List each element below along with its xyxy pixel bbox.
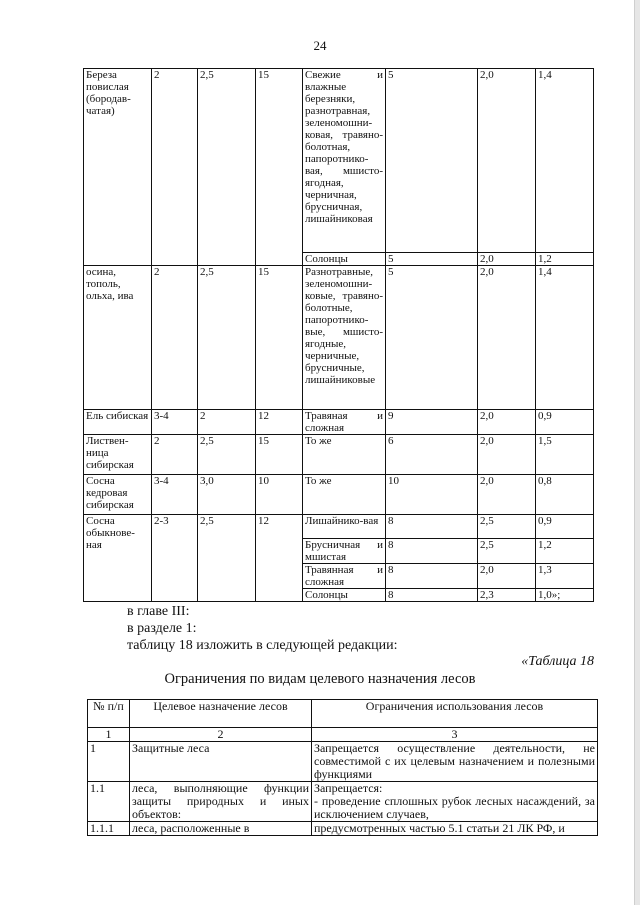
column-number: 3 — [312, 728, 598, 742]
table-cell: 1,4 — [536, 266, 594, 410]
table-cell: 2-3 — [152, 515, 198, 602]
table-cell: 8 — [386, 564, 478, 589]
table-cell: 2,3 — [478, 589, 536, 602]
table-cell: 2,0 — [478, 435, 536, 475]
species-cell: Сосна обыкнове-ная — [84, 515, 152, 602]
table-cell: 8 — [386, 589, 478, 602]
forest-type-cell: Травяная и сложная — [303, 410, 386, 435]
forest-type-cell: Лишайнико-вая — [303, 515, 386, 539]
column-number: 2 — [130, 728, 312, 742]
page-number: 24 — [313, 38, 327, 53]
forest-type-cell: То же — [303, 475, 386, 515]
table-row — [84, 69, 594, 253]
table-cell: 9 — [386, 410, 478, 435]
table-cell: 0,9 — [536, 410, 594, 435]
species-cell: осина, тополь, ольха, ива — [84, 266, 152, 410]
table-row — [84, 515, 594, 539]
page-edge — [634, 0, 640, 905]
row-number: 1.1.1 — [88, 822, 130, 836]
table-cell: 15 — [256, 69, 303, 266]
purpose-cell: Защитные леса — [130, 742, 312, 782]
forest-type-cell: Солонцы — [303, 589, 386, 602]
table-cell: 2 — [152, 69, 198, 266]
purpose-cell: леса, выполняющие функции защиты природных и иных объектов: — [130, 782, 312, 822]
table-cell: 2,0 — [478, 410, 536, 435]
restrictions-table — [87, 699, 598, 836]
table-cell: 2,0 — [478, 253, 536, 266]
table-cell: 2,0 — [478, 266, 536, 410]
table-cell: 3,0 — [198, 475, 256, 515]
header-cell: Целевое назначение лесов — [130, 700, 312, 728]
table-cell: 2,5 — [198, 69, 256, 266]
table-cell: 2,0 — [478, 564, 536, 589]
table-row — [84, 266, 594, 410]
table-cell: 6 — [386, 435, 478, 475]
header-row — [88, 700, 598, 728]
table-cell: 10 — [256, 475, 303, 515]
table-cell: 1,2 — [536, 253, 594, 266]
table-cell: 15 — [256, 266, 303, 410]
row-number: 1 — [88, 742, 130, 782]
numbering-row — [88, 728, 598, 742]
species-cell: Листвен-ница сибирская — [84, 435, 152, 475]
column-number: 1 — [88, 728, 130, 742]
forest-type-cell: То же — [303, 435, 386, 475]
table-row — [84, 410, 594, 435]
table-cell: 15 — [256, 435, 303, 475]
table-cell: 1,0»; — [536, 589, 594, 602]
table-cell: 10 — [386, 475, 478, 515]
table-reference: «Таблица 18 — [521, 654, 594, 669]
table-cell: 2 — [152, 435, 198, 475]
species-cell: Ель сибиская — [84, 410, 152, 435]
table-cell: 2 — [152, 266, 198, 410]
table-cell: 8 — [386, 539, 478, 564]
table-cell: 2,5 — [478, 515, 536, 539]
table-row — [84, 435, 594, 475]
table-cell: 2,5 — [198, 266, 256, 410]
table-row — [88, 822, 598, 836]
header-cell: № п/п — [88, 700, 130, 728]
purpose-cell: леса, расположенные в — [130, 822, 312, 836]
forest-type-cell: Разнотравные, зеленомошни-ковые, травяно-болотные, папоротнико-вые, мшисто-ягодные, черничные, брусничные, лишайниковые — [303, 266, 386, 410]
table-cell: 0,9 — [536, 515, 594, 539]
table-cell: 2,5 — [198, 435, 256, 475]
table-cell: 1,4 — [536, 69, 594, 253]
forest-type-cell: Свежие и влажные березняки, разнотравная, зеленомошни-ковая, травяно-болотная, папоротнико-вая, мшисто-ягодная, черничная, брусничная, лишайниковая — [303, 69, 386, 253]
table-cell: 3-4 — [152, 475, 198, 515]
forest-type-cell: Травянная и сложная — [303, 564, 386, 589]
table-cell: 1,3 — [536, 564, 594, 589]
table-cell: 3-4 — [152, 410, 198, 435]
table-cell: 2,5 — [478, 539, 536, 564]
table-cell: 1,5 — [536, 435, 594, 475]
limits-cell: Запрещается: - проведение сплошных рубок лесных насаждений, за исключением случаев, — [312, 782, 598, 822]
forest-norms-table — [83, 68, 594, 602]
table-row — [84, 475, 594, 515]
amendment-line-table: таблицу 18 изложить в следующей редакции: — [127, 638, 398, 653]
table-cell: 1,2 — [536, 539, 594, 564]
forest-type-cell: Солонцы — [303, 253, 386, 266]
table-cell: 12 — [256, 410, 303, 435]
table-cell: 2,5 — [198, 515, 256, 602]
species-cell: Береза повислая (бородав-чатая) — [84, 69, 152, 266]
table-cell: 12 — [256, 515, 303, 602]
header-cell: Ограничения использования лесов — [312, 700, 598, 728]
table-cell: 8 — [386, 515, 478, 539]
limits-cell: Запрещается осуществление деятельности, не совместимой с их целевым назначением и полезными функциями — [312, 742, 598, 782]
table-title: Ограничения по видам целевого назначения лесов — [164, 671, 476, 687]
amendment-line-section: в разделе 1: — [127, 621, 197, 636]
amendment-line-chapter: в главе III: — [127, 604, 190, 619]
table-cell: 5 — [386, 69, 478, 253]
table-row — [88, 782, 598, 822]
table-cell: 5 — [386, 253, 478, 266]
table-cell: 5 — [386, 266, 478, 410]
table-cell: 2,0 — [478, 475, 536, 515]
species-cell: Сосна кедровая сибирская — [84, 475, 152, 515]
row-number: 1.1 — [88, 782, 130, 822]
limits-cell: предусмотренных частью 5.1 статьи 21 ЛК РФ, и — [312, 822, 598, 836]
table-cell: 2 — [198, 410, 256, 435]
table-cell: 0,8 — [536, 475, 594, 515]
table-cell: 2,0 — [478, 69, 536, 253]
forest-type-cell: Брусничная и мшистая — [303, 539, 386, 564]
table-row — [88, 742, 598, 782]
